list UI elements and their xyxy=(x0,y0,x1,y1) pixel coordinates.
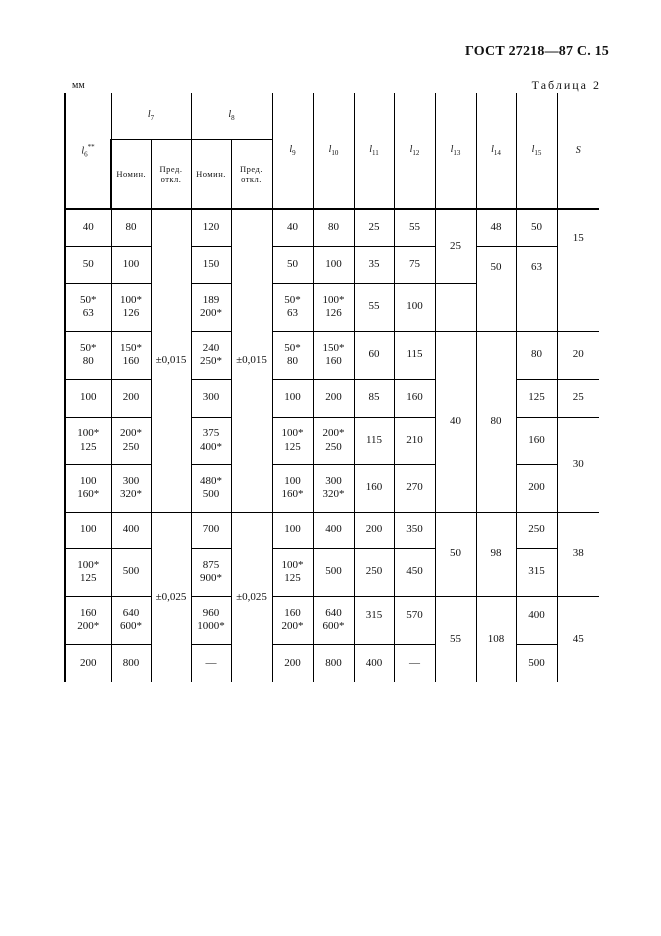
col-header-l9: $l_9$ xyxy=(272,93,313,209)
subheader-l7-nominal: Номин. xyxy=(111,139,151,209)
subheader-l8-tolerance: Пред. откл. xyxy=(231,139,272,209)
cell-l8: 875 900* xyxy=(191,548,231,596)
cell-l7: 100* 126 xyxy=(111,283,151,331)
cell-l7: 200* 250 xyxy=(111,417,151,464)
cell-l10: 400 xyxy=(313,512,354,548)
unit-label: мм xyxy=(72,80,85,91)
cell-l9: 200 xyxy=(272,644,313,682)
cell-l10: 100* 126 xyxy=(313,283,354,331)
col-header-l15: $l_{15}$ xyxy=(516,93,557,209)
cell-l8: 375 400* xyxy=(191,417,231,464)
cell-l13: 25 xyxy=(435,209,476,283)
cell-l6: 200 xyxy=(65,644,111,682)
cell-l14: 80 xyxy=(476,331,516,512)
cell-l7-tolerance: ±0,015 xyxy=(151,209,191,512)
cell-l11: 200 xyxy=(354,512,394,548)
cell-l12: 450 xyxy=(394,548,435,596)
cell-l9: 100 160* xyxy=(272,464,313,512)
cell-l11: 60 xyxy=(354,331,394,379)
cell-l15: 315 xyxy=(516,548,557,596)
cell-l10: 300 320* xyxy=(313,464,354,512)
cell-l7: 200 xyxy=(111,379,151,417)
cell-l11: 25 xyxy=(354,209,394,246)
cell-l12: 55 xyxy=(394,209,435,246)
cell-l9: 100 xyxy=(272,379,313,417)
cell-l11: 315 xyxy=(354,596,394,644)
cell-l6: 50 xyxy=(65,246,111,283)
cell-l8: 960 1000* xyxy=(191,596,231,644)
cell-s: 15 xyxy=(557,209,599,331)
cell-l13: 40 xyxy=(435,331,476,512)
cell-s: 45 xyxy=(557,596,599,682)
cell-l6: 100* 125 xyxy=(65,548,111,596)
cell-l11: 160 xyxy=(354,464,394,512)
cell-s: 38 xyxy=(557,512,599,596)
cell-l10: 200 xyxy=(313,379,354,417)
col-header-s: S xyxy=(557,93,599,209)
cell-l11: 250 xyxy=(354,548,394,596)
cell-l7: 500 xyxy=(111,548,151,596)
cell-l10: 800 xyxy=(313,644,354,682)
cell-l11: 115 xyxy=(354,417,394,464)
cell-l14: 48 xyxy=(476,209,516,246)
cell-l7-tolerance: ±0,025 xyxy=(151,512,191,682)
cell-l12: 160 xyxy=(394,379,435,417)
cell-l14: 50 xyxy=(476,246,516,331)
cell-l8: 480* 500 xyxy=(191,464,231,512)
cell-l6: 40 xyxy=(65,209,111,246)
dimensions-table xyxy=(64,93,599,682)
cell-l9: 50* 63 xyxy=(272,283,313,331)
cell-l12: 350 xyxy=(394,512,435,548)
table-caption: Таблица 2 xyxy=(531,78,601,92)
cell-l9: 100* 125 xyxy=(272,417,313,464)
cell-l7: 800 xyxy=(111,644,151,682)
cell-l10: 150* 160 xyxy=(313,331,354,379)
cell-l14: 98 xyxy=(476,512,516,596)
cell-l12: 570 xyxy=(394,596,435,644)
col-header-l6: $l_6^{**}$ xyxy=(65,93,111,209)
cell-l6: 100 160* xyxy=(65,464,111,512)
cell-l10: 100 xyxy=(313,246,354,283)
cell-l9: 100* 125 xyxy=(272,548,313,596)
cell-l12: — xyxy=(394,644,435,682)
cell-l7: 640 600* xyxy=(111,596,151,644)
cell-l11: 400 xyxy=(354,644,394,682)
col-header-l7: $l_7$ xyxy=(111,93,191,139)
cell-l10: 640 600* xyxy=(313,596,354,644)
cell-l8: 300 xyxy=(191,379,231,417)
cell-l7: 80 xyxy=(111,209,151,246)
cell-l14: 108 xyxy=(476,596,516,682)
cell-l9: 160 200* xyxy=(272,596,313,644)
cell-l15: 63 xyxy=(516,246,557,331)
cell-l8: 120 xyxy=(191,209,231,246)
cell-l6: 100 xyxy=(65,379,111,417)
cell-l12: 115 xyxy=(394,331,435,379)
cell-l10: 80 xyxy=(313,209,354,246)
cell-l12: 75 xyxy=(394,246,435,283)
cell-l15: 50 xyxy=(516,209,557,246)
cell-l8: 189 200* xyxy=(191,283,231,331)
cell-l9: 100 xyxy=(272,512,313,548)
cell-l7: 400 xyxy=(111,512,151,548)
cell-l15: 160 xyxy=(516,417,557,464)
cell-l8: 150 xyxy=(191,246,231,283)
subheader-l8-nominal: Номин. xyxy=(191,139,231,209)
cell-l12: 210 xyxy=(394,417,435,464)
cell-l15: 125 xyxy=(516,379,557,417)
cell-l15: 500 xyxy=(516,644,557,682)
cell-l11: 35 xyxy=(354,246,394,283)
cell-l6: 160 200* xyxy=(65,596,111,644)
cell-l15: 400 xyxy=(516,596,557,644)
col-header-l14: $l_{14}$ xyxy=(476,93,516,209)
cell-l8-tolerance: ±0,025 xyxy=(231,512,272,682)
cell-s: 20 xyxy=(557,331,599,379)
cell-l7: 100 xyxy=(111,246,151,283)
cell-l8: 240 250* xyxy=(191,331,231,379)
col-header-l8: $l_8$ xyxy=(191,93,272,139)
cell-l15: 80 xyxy=(516,331,557,379)
cell-l11: 85 xyxy=(354,379,394,417)
cell-l6: 50* 63 xyxy=(65,283,111,331)
col-header-l13: $l_{13}$ xyxy=(435,93,476,209)
cell-l9: 40 xyxy=(272,209,313,246)
cell-l12: 270 xyxy=(394,464,435,512)
cell-l8-tolerance: ±0,015 xyxy=(231,209,272,512)
cell-l13: 55 xyxy=(435,596,476,682)
cell-l10: 200* 250 xyxy=(313,417,354,464)
col-header-l11: $l_{11}$ xyxy=(354,93,394,209)
cell-l6: 100 xyxy=(65,512,111,548)
cell-l6: 100* 125 xyxy=(65,417,111,464)
cell-l7: 300 320* xyxy=(111,464,151,512)
cell-l12: 100 xyxy=(394,283,435,331)
cell-l8: 700 xyxy=(191,512,231,548)
cell-l11: 55 xyxy=(354,283,394,331)
cell-l7: 150* 160 xyxy=(111,331,151,379)
cell-l15: 250 xyxy=(516,512,557,548)
cell-l9: 50 xyxy=(272,246,313,283)
cell-l9: 50* 80 xyxy=(272,331,313,379)
col-header-l12: $l_{12}$ xyxy=(394,93,435,209)
cell-l8: — xyxy=(191,644,231,682)
cell-l13 xyxy=(435,283,476,331)
cell-s: 30 xyxy=(557,417,599,512)
subheader-l7-tolerance: Пред. откл. xyxy=(151,139,191,209)
cell-l15: 200 xyxy=(516,464,557,512)
cell-s: 25 xyxy=(557,379,599,417)
cell-l10: 500 xyxy=(313,548,354,596)
cell-l13: 50 xyxy=(435,512,476,596)
page-header: ГОСТ 27218—87 С. 15 xyxy=(465,44,609,59)
col-header-l10: $l_{10}$ xyxy=(313,93,354,209)
cell-l6: 50* 80 xyxy=(65,331,111,379)
